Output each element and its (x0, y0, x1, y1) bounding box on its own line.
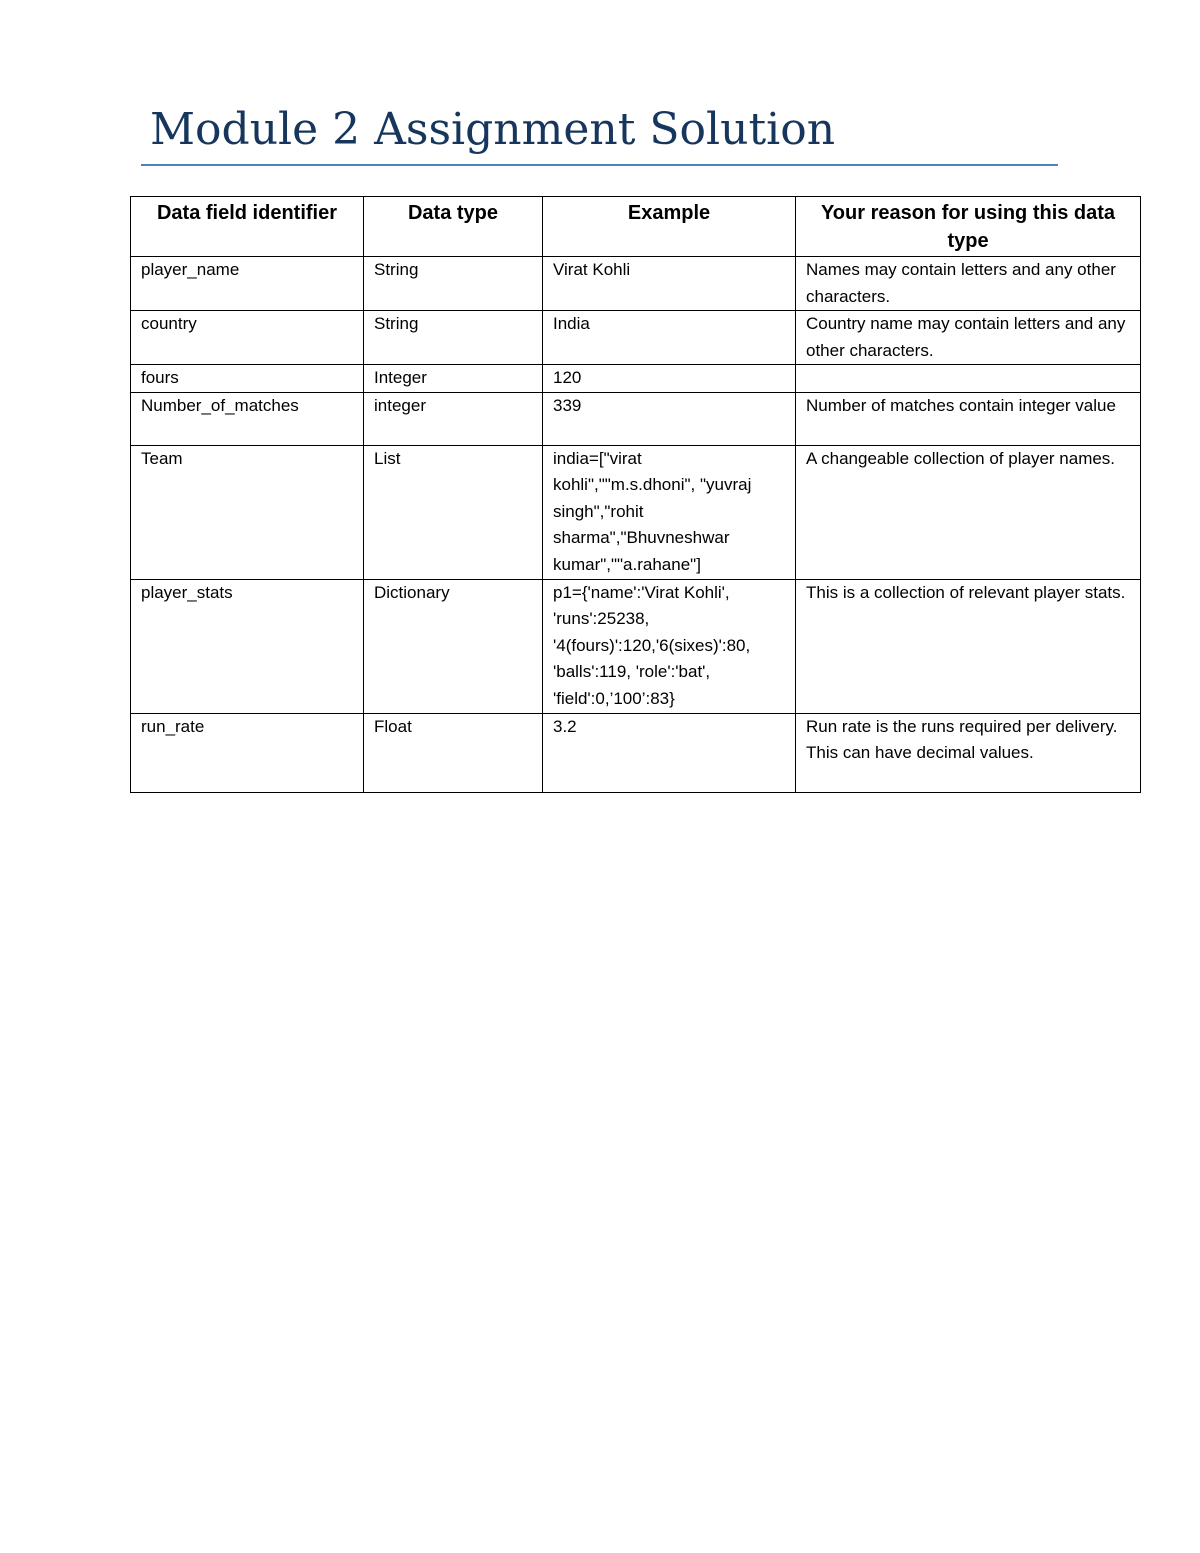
header-type: Data type (364, 197, 543, 257)
table-row (131, 311, 1141, 365)
cell-reason (796, 365, 1141, 393)
cell-identifier: fours (131, 365, 364, 393)
cell-identifier: Team (131, 445, 364, 579)
cell-type: Dictionary (364, 579, 543, 713)
cell-reason: Run rate is the runs required per delivery. This can have decimal values. (796, 713, 1141, 792)
cell-example: p1={'name':'Virat Kohli', 'runs':25238, '4(fours)':120,'6(sixes)':80, 'balls':119, 'role':'bat', 'field':0,’100’:83} (543, 579, 796, 713)
cell-example: 339 (543, 392, 796, 445)
cell-example: India (543, 311, 796, 365)
cell-reason: Number of matches contain integer value (796, 392, 1141, 445)
cell-example: india=["virat kohli",""m.s.dhoni", "yuvraj singh","rohit sharma","Bhuvneshwar kumar",""a.rahane"] (543, 445, 796, 579)
table-row (131, 257, 1141, 311)
data-fields-table (130, 196, 1141, 793)
cell-identifier: player_name (131, 257, 364, 311)
cell-identifier: player_stats (131, 579, 364, 713)
cell-type: List (364, 445, 543, 579)
table-row (131, 579, 1141, 713)
header-reason: Your reason for using this data type (796, 197, 1141, 257)
cell-reason: This is a collection of relevant player stats. (796, 579, 1141, 713)
cell-example: 120 (543, 365, 796, 393)
title-underline (141, 164, 1058, 166)
cell-type: Float (364, 713, 543, 792)
cell-type: String (364, 257, 543, 311)
table-header-row (131, 197, 1141, 257)
cell-type: String (364, 311, 543, 365)
cell-type: integer (364, 392, 543, 445)
cell-reason: A changeable collection of player names. (796, 445, 1141, 579)
cell-reason: Country name may contain letters and any other characters. (796, 311, 1141, 365)
cell-identifier: run_rate (131, 713, 364, 792)
document-title: Module 2 Assignment Solution (150, 104, 836, 155)
cell-example: 3.2 (543, 713, 796, 792)
table-row (131, 392, 1141, 445)
table-row (131, 365, 1141, 393)
cell-type: Integer (364, 365, 543, 393)
header-example: Example (543, 197, 796, 257)
cell-identifier: Number_of_matches (131, 392, 364, 445)
table-row (131, 445, 1141, 579)
cell-example: Virat Kohli (543, 257, 796, 311)
header-identifier: Data field identifier (131, 197, 364, 257)
table-row (131, 713, 1141, 792)
cell-reason: Names may contain letters and any other characters. (796, 257, 1141, 311)
cell-identifier: country (131, 311, 364, 365)
